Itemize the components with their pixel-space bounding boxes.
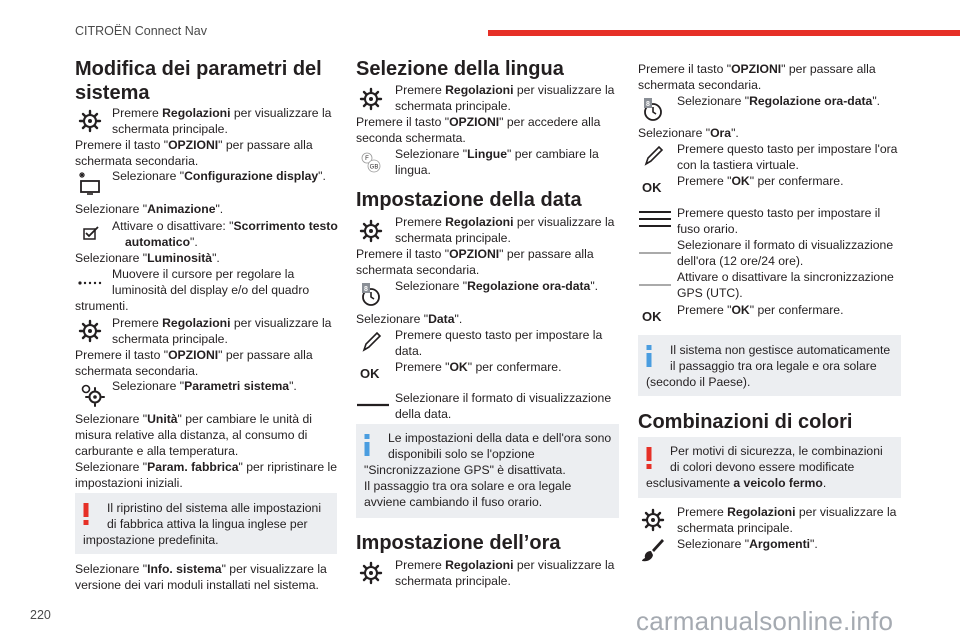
- format-bar-icon: [356, 392, 390, 418]
- page-number: 220: [30, 608, 51, 622]
- text-block: strumenti.: [75, 299, 129, 313]
- info-text: disponibili solo se l'opzione: [388, 447, 535, 461]
- text-block: schermata secondaria.: [75, 154, 199, 168]
- info-text: Le impostazioni della data e dell'ora sono: [388, 431, 612, 445]
- text-block: schermata secondaria.: [356, 263, 480, 277]
- text-block: impostazioni iniziali.: [75, 476, 183, 490]
- text-block: Selezionare "Configurazione display".: [112, 169, 326, 183]
- text-block: Selezionare "Argomenti".: [677, 537, 818, 551]
- text-block: Premere il tasto "OPZIONI" per passare alla: [75, 138, 313, 152]
- settings-gear-icon: [77, 108, 103, 134]
- text-block: schermata principale.: [395, 99, 511, 113]
- heading-selezione-lingua: Selezione della lingua: [356, 58, 564, 80]
- heading-combinazioni-colori: Combinazioni di colori: [638, 411, 853, 433]
- text-block: schermata principale.: [395, 231, 511, 245]
- header-title: CITROËN Connect Nav: [75, 24, 207, 38]
- text-block: Selezionare il formato di visualizzazione: [395, 391, 612, 405]
- text-block: versione dei vari moduli installati nel sistema.: [75, 578, 319, 592]
- warning-text: di fabbrica attiva la lingua inglese per: [107, 517, 308, 531]
- text-block: automatico".: [125, 235, 198, 249]
- text-block: Selezionare "Lingue" per cambiare la: [395, 147, 599, 161]
- text-block: Premere "OK" per confermare.: [677, 174, 844, 188]
- ok-icon: OK: [642, 180, 662, 195]
- heading-impostazione-data: Impostazione della data: [356, 189, 582, 211]
- heading-line: sistema: [75, 82, 150, 104]
- text-block: Premere "OK" per confermare.: [395, 360, 562, 374]
- info-text: (secondo il Paese).: [646, 375, 751, 389]
- text-block: lingua.: [395, 163, 431, 177]
- info-text: avviene cambiando il fuso orario.: [364, 495, 543, 509]
- paint-brush-icon: [640, 538, 666, 564]
- svg-text:8: 8: [364, 286, 368, 293]
- settings-gear-icon: [640, 507, 666, 533]
- text-block: Premere Regolazioni per visualizzare la: [395, 215, 615, 229]
- text-block: Selezionare "Animazione".: [75, 202, 224, 216]
- text-block: schermata principale.: [395, 574, 511, 588]
- pencil-icon: [640, 143, 666, 169]
- text-block: Selezionare "Ora".: [638, 126, 739, 140]
- text-block: Selezionare "Parametri sistema".: [112, 379, 297, 393]
- info-icon: [364, 434, 370, 456]
- sync-line-icon: [638, 272, 672, 298]
- warning-text: impostazione predefinita.: [83, 533, 219, 547]
- language-flags-icon: [358, 150, 384, 176]
- text-block: con la tastiera virtuale.: [677, 158, 799, 172]
- info-text: il passaggio tra ora legale e ora solare: [670, 359, 877, 373]
- svg-text:8: 8: [646, 101, 650, 108]
- format-line-icon: [638, 240, 672, 266]
- text-block: schermata principale.: [677, 521, 793, 535]
- text-block: seconda schermata.: [356, 131, 466, 145]
- text-block: Selezionare "Info. sistema" per visualizzare la: [75, 562, 327, 576]
- text-block: Premere Regolazioni per visualizzare la: [395, 558, 615, 572]
- text-block: Muovere il cursore per regolare la: [112, 267, 295, 281]
- display-brightness-icon: [77, 170, 103, 196]
- system-gears-icon: [77, 381, 107, 407]
- text-block: Selezionare "Luminosità".: [75, 251, 220, 265]
- text-block: della data.: [395, 407, 452, 421]
- text-block: Premere questo tasto per impostare la: [395, 328, 603, 342]
- info-icon: [646, 345, 652, 367]
- text-block: Premere Regolazioni per visualizzare la: [677, 505, 897, 519]
- text-block: Premere il tasto "OPZIONI" per passare alla: [356, 247, 594, 261]
- text-block: Premere il tasto "OPZIONI" per accedere alla: [356, 115, 601, 129]
- text-block: carburante e alla temperatura.: [75, 444, 239, 458]
- text-block: schermata secondaria.: [638, 78, 762, 92]
- text-block: data.: [395, 344, 423, 358]
- settings-gear-icon: [358, 560, 384, 586]
- text-block: Premere "OK" per confermare.: [677, 303, 844, 317]
- text-block: schermata principale.: [112, 122, 228, 136]
- text-block: Premere questo tasto per impostare il: [677, 206, 881, 220]
- text-block: Selezionare "Param. fabbrica" per ripristinare le: [75, 460, 338, 474]
- svg-text:GB: GB: [369, 164, 379, 171]
- text-block: Premere questo tasto per impostare l'ora: [677, 142, 898, 156]
- warning-text: esclusivamente a veicolo fermo.: [646, 476, 827, 490]
- info-text: Il sistema non gestisce automaticamente: [670, 343, 891, 357]
- text-block: Selezionare "Regolazione ora-data".: [677, 94, 881, 108]
- text-block: Selezionare "Regolazione ora-data".: [395, 279, 599, 293]
- slider-dots-icon: [77, 270, 103, 296]
- info-text: "Sincronizzazione GPS" è disattivata.: [364, 463, 566, 477]
- clock-date-icon: [640, 97, 666, 123]
- checkbox-icon: [77, 219, 103, 245]
- text-block: Attivare o disattivare: "Scorrimento testo: [112, 219, 338, 233]
- list-menu-icon: [638, 206, 672, 232]
- text-block: Selezionare "Data".: [356, 312, 463, 326]
- settings-gear-icon: [358, 218, 384, 244]
- text-block: Premere il tasto "OPZIONI" per passare alla: [638, 62, 876, 76]
- svg-text:F: F: [365, 156, 369, 162]
- text-block: Premere Regolazioni per visualizzare la: [395, 83, 615, 97]
- text-block: schermata secondaria.: [75, 364, 199, 378]
- heading-modifica-parametri: [75, 57, 322, 105]
- watermark: carmanualsonline.info: [636, 606, 894, 636]
- text-block: fuso orario.: [677, 222, 738, 236]
- warning-icon: [646, 447, 652, 469]
- text-block: Premere Regolazioni per visualizzare la: [112, 316, 332, 330]
- text-block: luminosità del display e/o del quadro: [112, 283, 310, 297]
- heading-line: Modifica dei parametri del: [75, 58, 322, 80]
- text-block: GPS (UTC).: [677, 286, 743, 300]
- heading-impostazione-ora: Impostazione dell’ora: [356, 532, 561, 554]
- pencil-icon: [358, 329, 384, 355]
- clock-date-icon: [358, 282, 384, 308]
- settings-gear-icon: [77, 318, 103, 344]
- text-block: schermata principale.: [112, 332, 228, 346]
- warning-text: Per motivi di sicurezza, le combinazioni: [670, 444, 883, 458]
- warning-text: di colori devono essere modificate: [670, 460, 855, 474]
- text-block: misura relative alla distanza, al consumo di: [75, 428, 308, 442]
- text-block: Attivare o disattivare la sincronizzazione: [677, 270, 894, 284]
- text-block: dell'ora (12 ore/24 ore).: [677, 254, 804, 268]
- text-block: Selezionare "Unità" per cambiare le unità di: [75, 412, 312, 426]
- settings-gear-icon: [358, 86, 384, 112]
- header-accent-bar: [488, 30, 960, 36]
- text-block: Premere il tasto "OPZIONI" per passare alla: [75, 348, 313, 362]
- info-text: Il passaggio tra ora solare e ora legale: [364, 479, 572, 493]
- text-block: Selezionare il formato di visualizzazione: [677, 238, 894, 252]
- text-block: Premere Regolazioni per visualizzare la: [112, 106, 332, 120]
- ok-icon: OK: [642, 309, 662, 324]
- ok-icon: OK: [360, 366, 380, 381]
- warning-text: Il ripristino del sistema alle impostazioni: [107, 501, 322, 515]
- warning-icon: [83, 503, 89, 525]
